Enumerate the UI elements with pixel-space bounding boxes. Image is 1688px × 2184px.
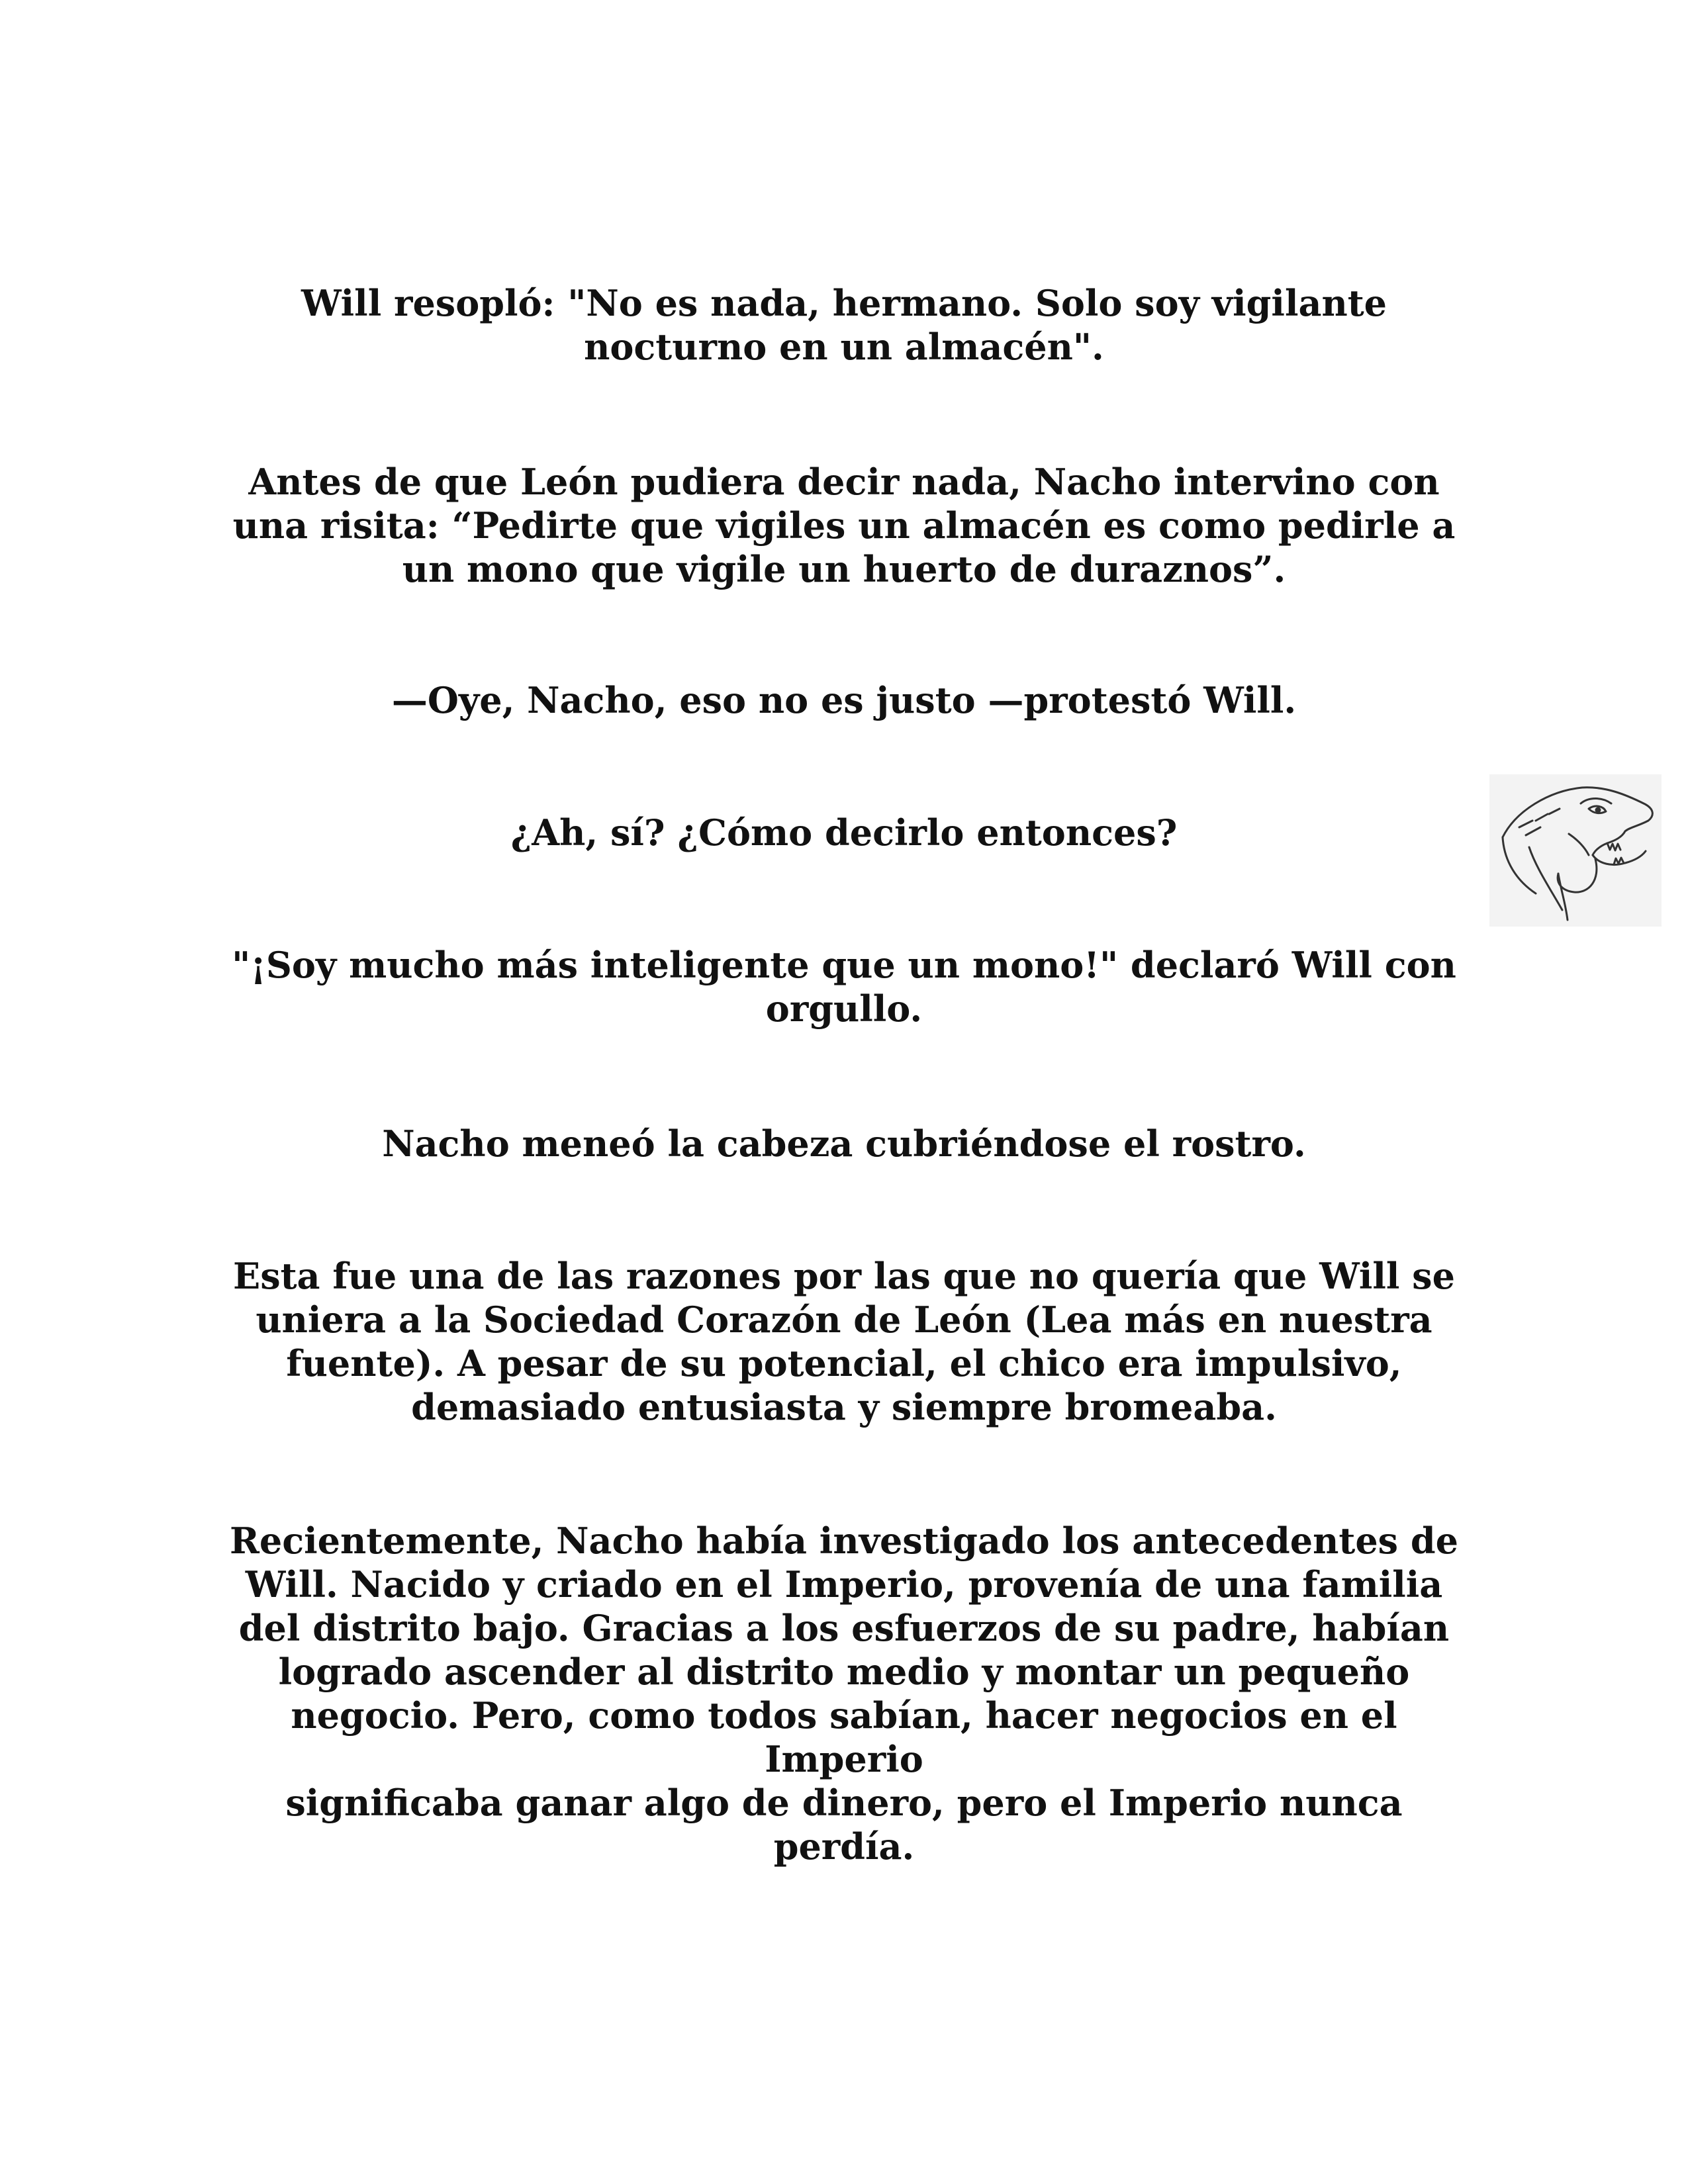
paragraph-6: Nacho meneó la cabeza cubriéndose el rostro.	[382, 1122, 1306, 1165]
paragraph-5: "¡Soy mucho más inteligente que un mono!" declaró Will con orgullo.	[232, 944, 1456, 1030]
paragraph-2: Antes de que León pudiera decir nada, Nacho intervino con una risita: “Pedirte que vigiles un almacén es como pedirle a un mono que vigile un huerto de duraznos”.	[232, 461, 1456, 590]
paragraph-8: Recientemente, Nacho había investigado los antecedentes de Will. Nacido y criado en el Imperio, provenía de una familia del distrito bajo. Gracias a los esfuerzos de su padre, habían logrado ascender al distrito medio y montar un pequeño negocio. Pero, como todos sabían, hacer negocios en el Imperio significaba ganar algo de dinero, pero el Imperio nunca perdía.	[229, 1520, 1458, 1868]
paragraph-7: Esta fue una de las razones por las que no quería que Will se uniera a la Sociedad Corazón de León (Lea más en nuestra fuente). A pesar de su potencial, el chico era impulsivo, demasiado entusiasta y siempre bromeaba.	[233, 1255, 1455, 1428]
paragraph-1: Will resopló: "No es nada, hermano. Solo soy vigilante nocturno en un almacén".	[301, 282, 1387, 368]
dinosaur-head-sketch-icon	[1489, 774, 1662, 927]
paragraph-4: ¿Ah, sí? ¿Cómo decirlo entonces?	[510, 811, 1178, 854]
paragraph-3: —Oye, Nacho, eso no es justo —protestó Will.	[391, 679, 1297, 721]
